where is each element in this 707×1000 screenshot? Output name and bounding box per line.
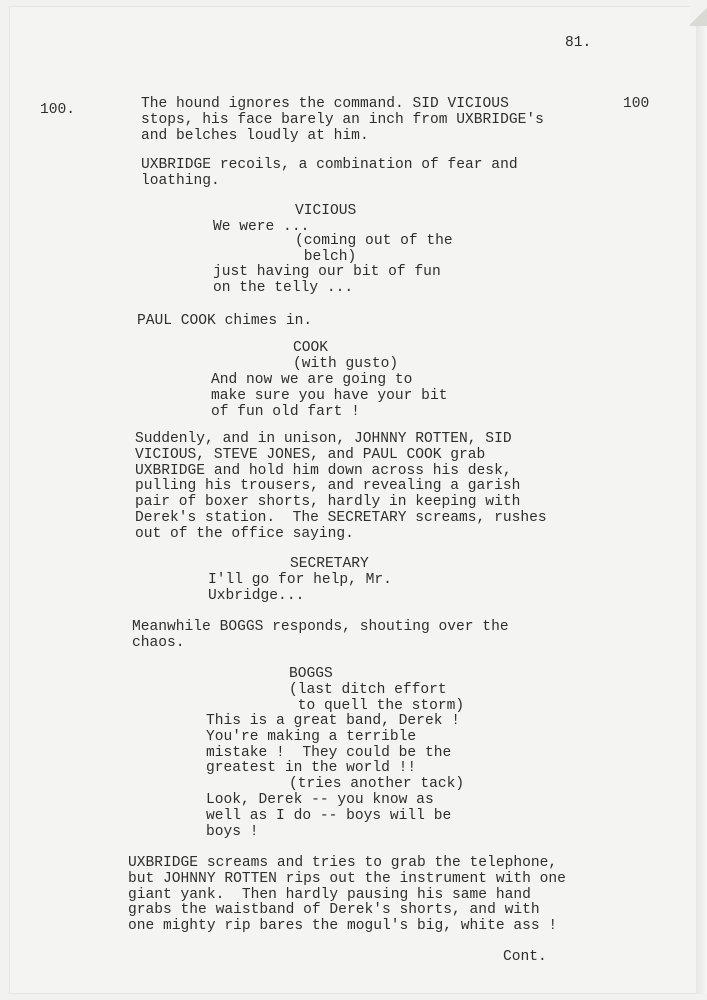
dialogue-vicious-2: just having our bit of fun on the telly ... [213, 264, 441, 296]
dialogue-vicious-1: We were ... [213, 219, 310, 235]
action-boggs-responds: Meanwhile BOGGS responds, shouting over the chaos. [132, 619, 509, 651]
scene-number-right: 100 [623, 96, 650, 112]
dialogue-secretary: I'll go for help, Mr. Uxbridge... [208, 572, 392, 604]
action-uxbridge-recoils: UXBRIDGE recoils, a combination of fear and loathing. [141, 157, 518, 189]
page-edge-shadow [697, 6, 707, 994]
parenthetical-boggs-2: (tries another tack) [289, 776, 465, 792]
dialogue-cook: And now we are going to make sure you have your bit of fun old fart ! [211, 372, 448, 420]
character-secretary: SECRETARY [290, 556, 369, 572]
character-vicious: VICIOUS [295, 203, 357, 219]
character-boggs: BOGGS [289, 666, 333, 682]
action-telephone-yank: UXBRIDGE screams and tries to grab the telephone, but JOHNNY ROTTEN rips out the instrument with one giant yank. Then hardly pausing his same hand grabs the waistband of Derek's shorts, and with one mighty rip bares the mogul's big, white ass ! [128, 855, 566, 935]
continued-marker: Cont. [503, 949, 547, 965]
dialogue-boggs-2: Look, Derek -- you know as well as I do -- boys will be boys ! [206, 792, 452, 840]
parenthetical-vicious: (coming out of the belch) [295, 233, 453, 265]
action-grab-uxbridge: Suddenly, and in unison, JOHNNY ROTTEN, SID VICIOUS, STEVE JONES, and PAUL COOK grab UXBRIDGE and hold him down across his desk, pulling his trousers, and revealing a garish pair of boxer shorts, hardly in keeping with Derek's station. The SECRETARY screams, rushes out of the office saying. [135, 431, 547, 542]
parenthetical-cook: (with gusto) [293, 356, 399, 372]
action-hound-ignores: The hound ignores the command. SID VICIOUS stops, his face barely an inch from UXBRIDGE's and belches loudly at him. [141, 96, 544, 144]
character-cook: COOK [293, 340, 329, 356]
action-cook-chimes: PAUL COOK chimes in. [137, 313, 313, 329]
page-corner-fold [690, 6, 707, 26]
scene-number-left: 100. [40, 102, 76, 118]
page-number: 81. [565, 35, 592, 51]
parenthetical-boggs-1: (last ditch effort to quell the storm) [289, 682, 465, 714]
dialogue-boggs-1: This is a great band, Derek ! You're making a terrible mistake ! They could be the greatest in the world !! [206, 713, 460, 777]
